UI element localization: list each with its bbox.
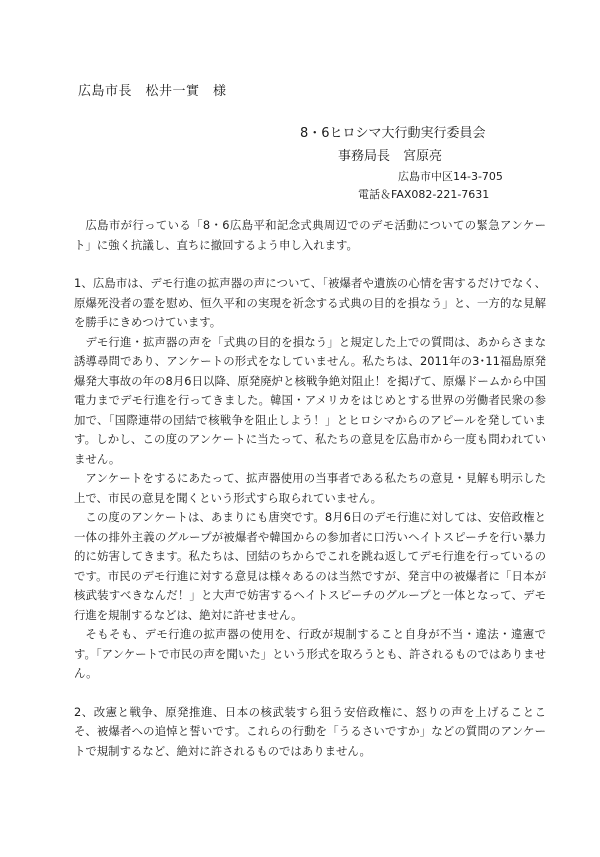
point-1-sudden-paragraph: この度のアンケートは、あまりにも唐突です。8月6日のデモ行進に対しては、安倍政権と一体の排外主義のグループが被爆者や韓国からの参加者に口汚いヘイトスピーチを行い暴力的に妨害してきます。私たちは、団結のちからでこれを跳ね返してデモ行進を行っているのです。市民のデモ行進に対する意見は様々あるのは当然ですが、発言中の被爆者に「日本が核武装すべきなんだ！」と大声で妨害するヘイトスピーチのグループと一体となって、デモ行進を規制するなどは、絶対に許せません。 [74,510,546,622]
letter-body [74,216,546,761]
sender-address: 広島市中区14-3-705 [398,170,503,183]
paragraph-gap [74,684,546,703]
point-1-paragraph: 1、広島市は、デモ行進の拡声器の声について、「被爆者や遺族の心情を害するだけでなく、原爆死没者の霊を慰め、恒久平和の実現を祈念する式典の目的を損なう」と、一方的な見解を勝手にきめつけています。 [74,276,546,329]
intro-paragraph: 広島市が行っている「8・6広島平和記念式典周辺でのデモ活動についての緊急アンケート」に強く抗議し、直ちに撤回するよう申し入れます。 [74,218,546,252]
sender-organization: 8・6ヒロシマ大行動実行委員会 [300,126,486,141]
point-1-survey-paragraph: アンケートをするにあたって、拡声器使用の当事者である私たちの意見・見解も明示した上で、市民の意見を聞くという形式すら取られていません。 [74,471,546,505]
point-2-paragraph: 2、改憲と戦争、原発推進、日本の核武装すら狙う安倍政権に、怒りの声を上げることこそ、被爆者への追悼と誓いです。これらの行動を「うるさいですか」などの質問のアンケートで規制するなど、絶対に許されるものではありません。 [74,704,546,758]
point-1-illegal-paragraph: そもそも、デモ行進の拡声器の使用を、行政が規制すること自身が不当・違法・違憲です。「アンケートで市民の声を聞いた」という形式を取ろうとも、許されるものではありません。 [74,627,546,680]
paragraph-gap [74,255,546,274]
addressee: 広島市長 松井一實 様 [78,84,227,99]
sender-secretary: 事務局長 宮原亮 [338,149,443,164]
sender-phone-fax: 電話＆FAX082-221-7631 [358,188,490,201]
point-1-detail-paragraph: デモ行進・拡声器の声を「式典の目的を損なう」と規定した上での質問は、あからさまな誘導尋問であり、アンケートの形式をなしていません。私たちは、2011年の3･11福島原発爆発大事故の年の8月6日以降、原発廃炉と核戦争絶対阻止！を掲げて、原爆ドームから中国電力までデモ行進を行ってきました。韓国・アメリカをはじめとする世界の労働者民衆の参加で、「国際連帯の団結で核戦争を阻止しよう！」とヒロシマからのアピールを発しています。しかし、この度のアンケートに当たって、私たちの意見を広島市から一度も問われていません。 [74,334,546,466]
